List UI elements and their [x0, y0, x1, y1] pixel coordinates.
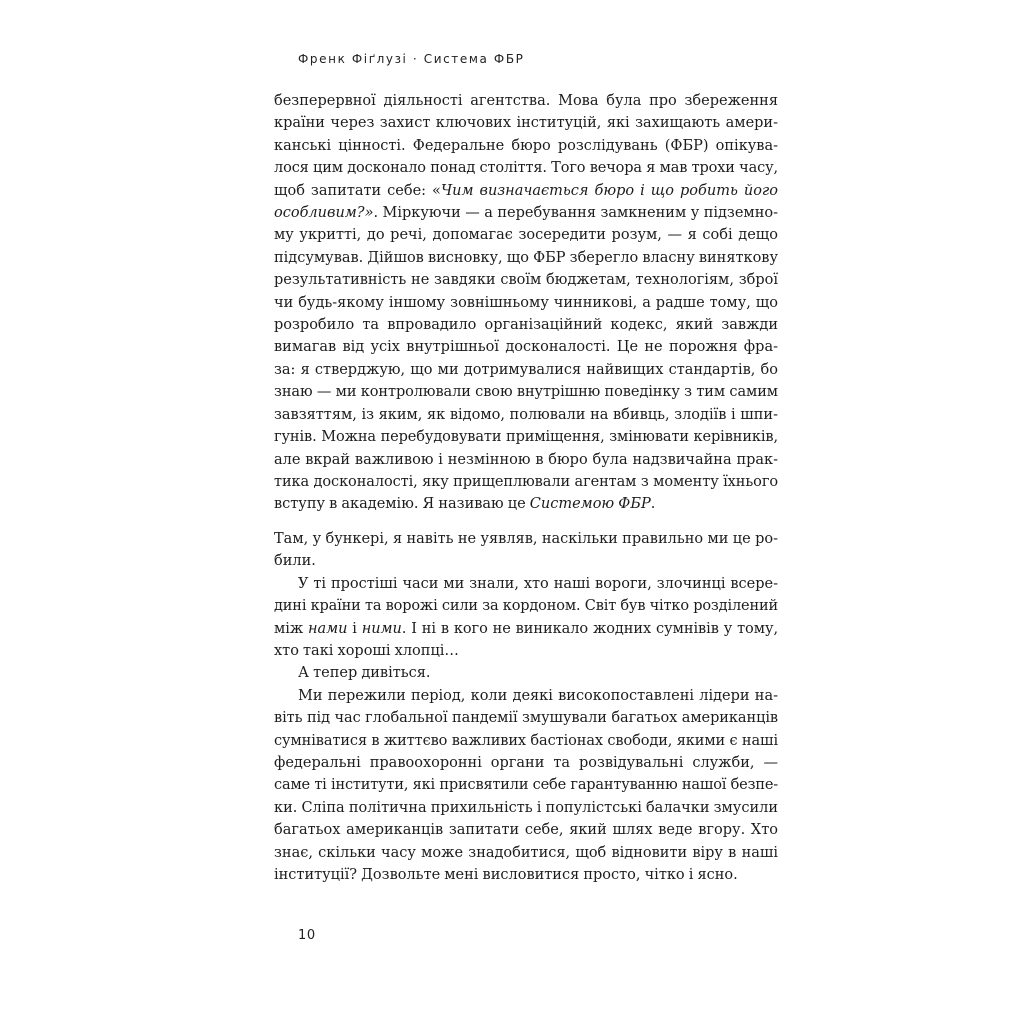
text-line: між нами і ними. І ні в кого не виникало жодних сумнівів у тому, [274, 620, 779, 637]
text-line: багатьох американців запитати себе, який шлях веде вгору. Хто [274, 822, 778, 839]
text-line: за: я стверджую, що ми дотримувалися найвищих стандартів, бо [274, 361, 778, 378]
text-line: безперервної діяльності агентства. Мова була про збереження [274, 93, 778, 109]
text-line: сумніватися в життєво важливих бастіонах свободи, якими є наші [274, 732, 778, 749]
text-line: У ті простіші часи ми знали, хто наші вороги, злочинці всере- [298, 575, 778, 592]
text-line: але вкрай важливою і незмінною в бюро була надзвичайна прак- [274, 451, 778, 468]
page-number: 10 [298, 928, 316, 943]
text-line: країни через захист ключових інституцій, які захищають амери- [274, 115, 778, 132]
running-head: Френк Фіґлузі · Система ФБР [298, 52, 525, 66]
text-line: дині країни та ворожі сили за кордоном. Світ був чітко розділений [274, 598, 778, 615]
text-line: віть під час глобальної пандемії змушували багатьох американців [274, 710, 778, 727]
text-line: канські цінності. Федеральне бюро розслідувань (ФБР) опікува- [274, 137, 778, 154]
text-line: знаю — ми контролювали свою внутрішню поведінку з тим самим [274, 384, 778, 401]
text-line: результативність не завдяки своїм бюджетам, технологіям, зброї [274, 272, 778, 289]
text-line: гунів. Можна перебудовувати приміщення, змінювати керівників, [274, 429, 778, 446]
text-line: федеральні правоохоронні органи та розвідувальні служби, — [274, 755, 778, 772]
text-line: тика досконалості, яку прищеплювали агентам з моменту їхнього [274, 473, 778, 490]
text-line: хто такі хороші хлопці… [274, 643, 459, 660]
text-line: лося цим досконало понад століття. Того вечора я мав трохи часу, [274, 160, 778, 177]
text-line: завзяттям, із яким, як відомо, полювали на вбивць, злодіїв і шпи- [274, 406, 778, 423]
text-line: вимагав від усіх внутрішньої досконалості. Це не порожня фра- [274, 339, 778, 356]
text-line: Ми пережили період, коли деякі високопоставлені лідери на- [298, 687, 778, 704]
text-line: особливим?». Міркуючи — а перебування замкненим у підземно- [274, 205, 778, 222]
text-line: щоб запитати себе: «Чим визначається бюро і що робить його [274, 182, 778, 199]
text-section-2 [274, 528, 778, 887]
text-line: саме ті інститути, які присвятили себе гарантуванню нашої безпе- [274, 777, 778, 794]
text-line: розробило та впровадило організаційний кодекс, який завжди [274, 317, 778, 334]
text-line: били. [274, 553, 316, 570]
text-line: інституції? Дозвольте мені висловитися просто, чітко і ясно. [274, 867, 738, 884]
text-line: підсумував. Дійшов висновку, що ФБР зберегло власну виняткову [274, 249, 778, 266]
text-line: А тепер дивіться. [298, 665, 431, 682]
text-line: ки. Сліпа політична прихильність і популістські балачки змусили [274, 799, 778, 816]
text-section-1 [274, 90, 778, 516]
text-line: чи будь-якому іншому зовнішньому чинникові, а радше тому, що [274, 294, 778, 311]
text-line: му укритті, до речі, допомагає зосередити розум, — я собі дещо [274, 227, 778, 244]
text-line: знає, скільки часу може знадобитися, щоб відновити віру в наші [274, 844, 778, 861]
text-line: Там, у бункері, я навіть не уявляв, наскільки правильно ми це ро- [274, 531, 778, 547]
text-line: вступу в академію. Я називаю це Системою ФБР. [274, 496, 656, 513]
